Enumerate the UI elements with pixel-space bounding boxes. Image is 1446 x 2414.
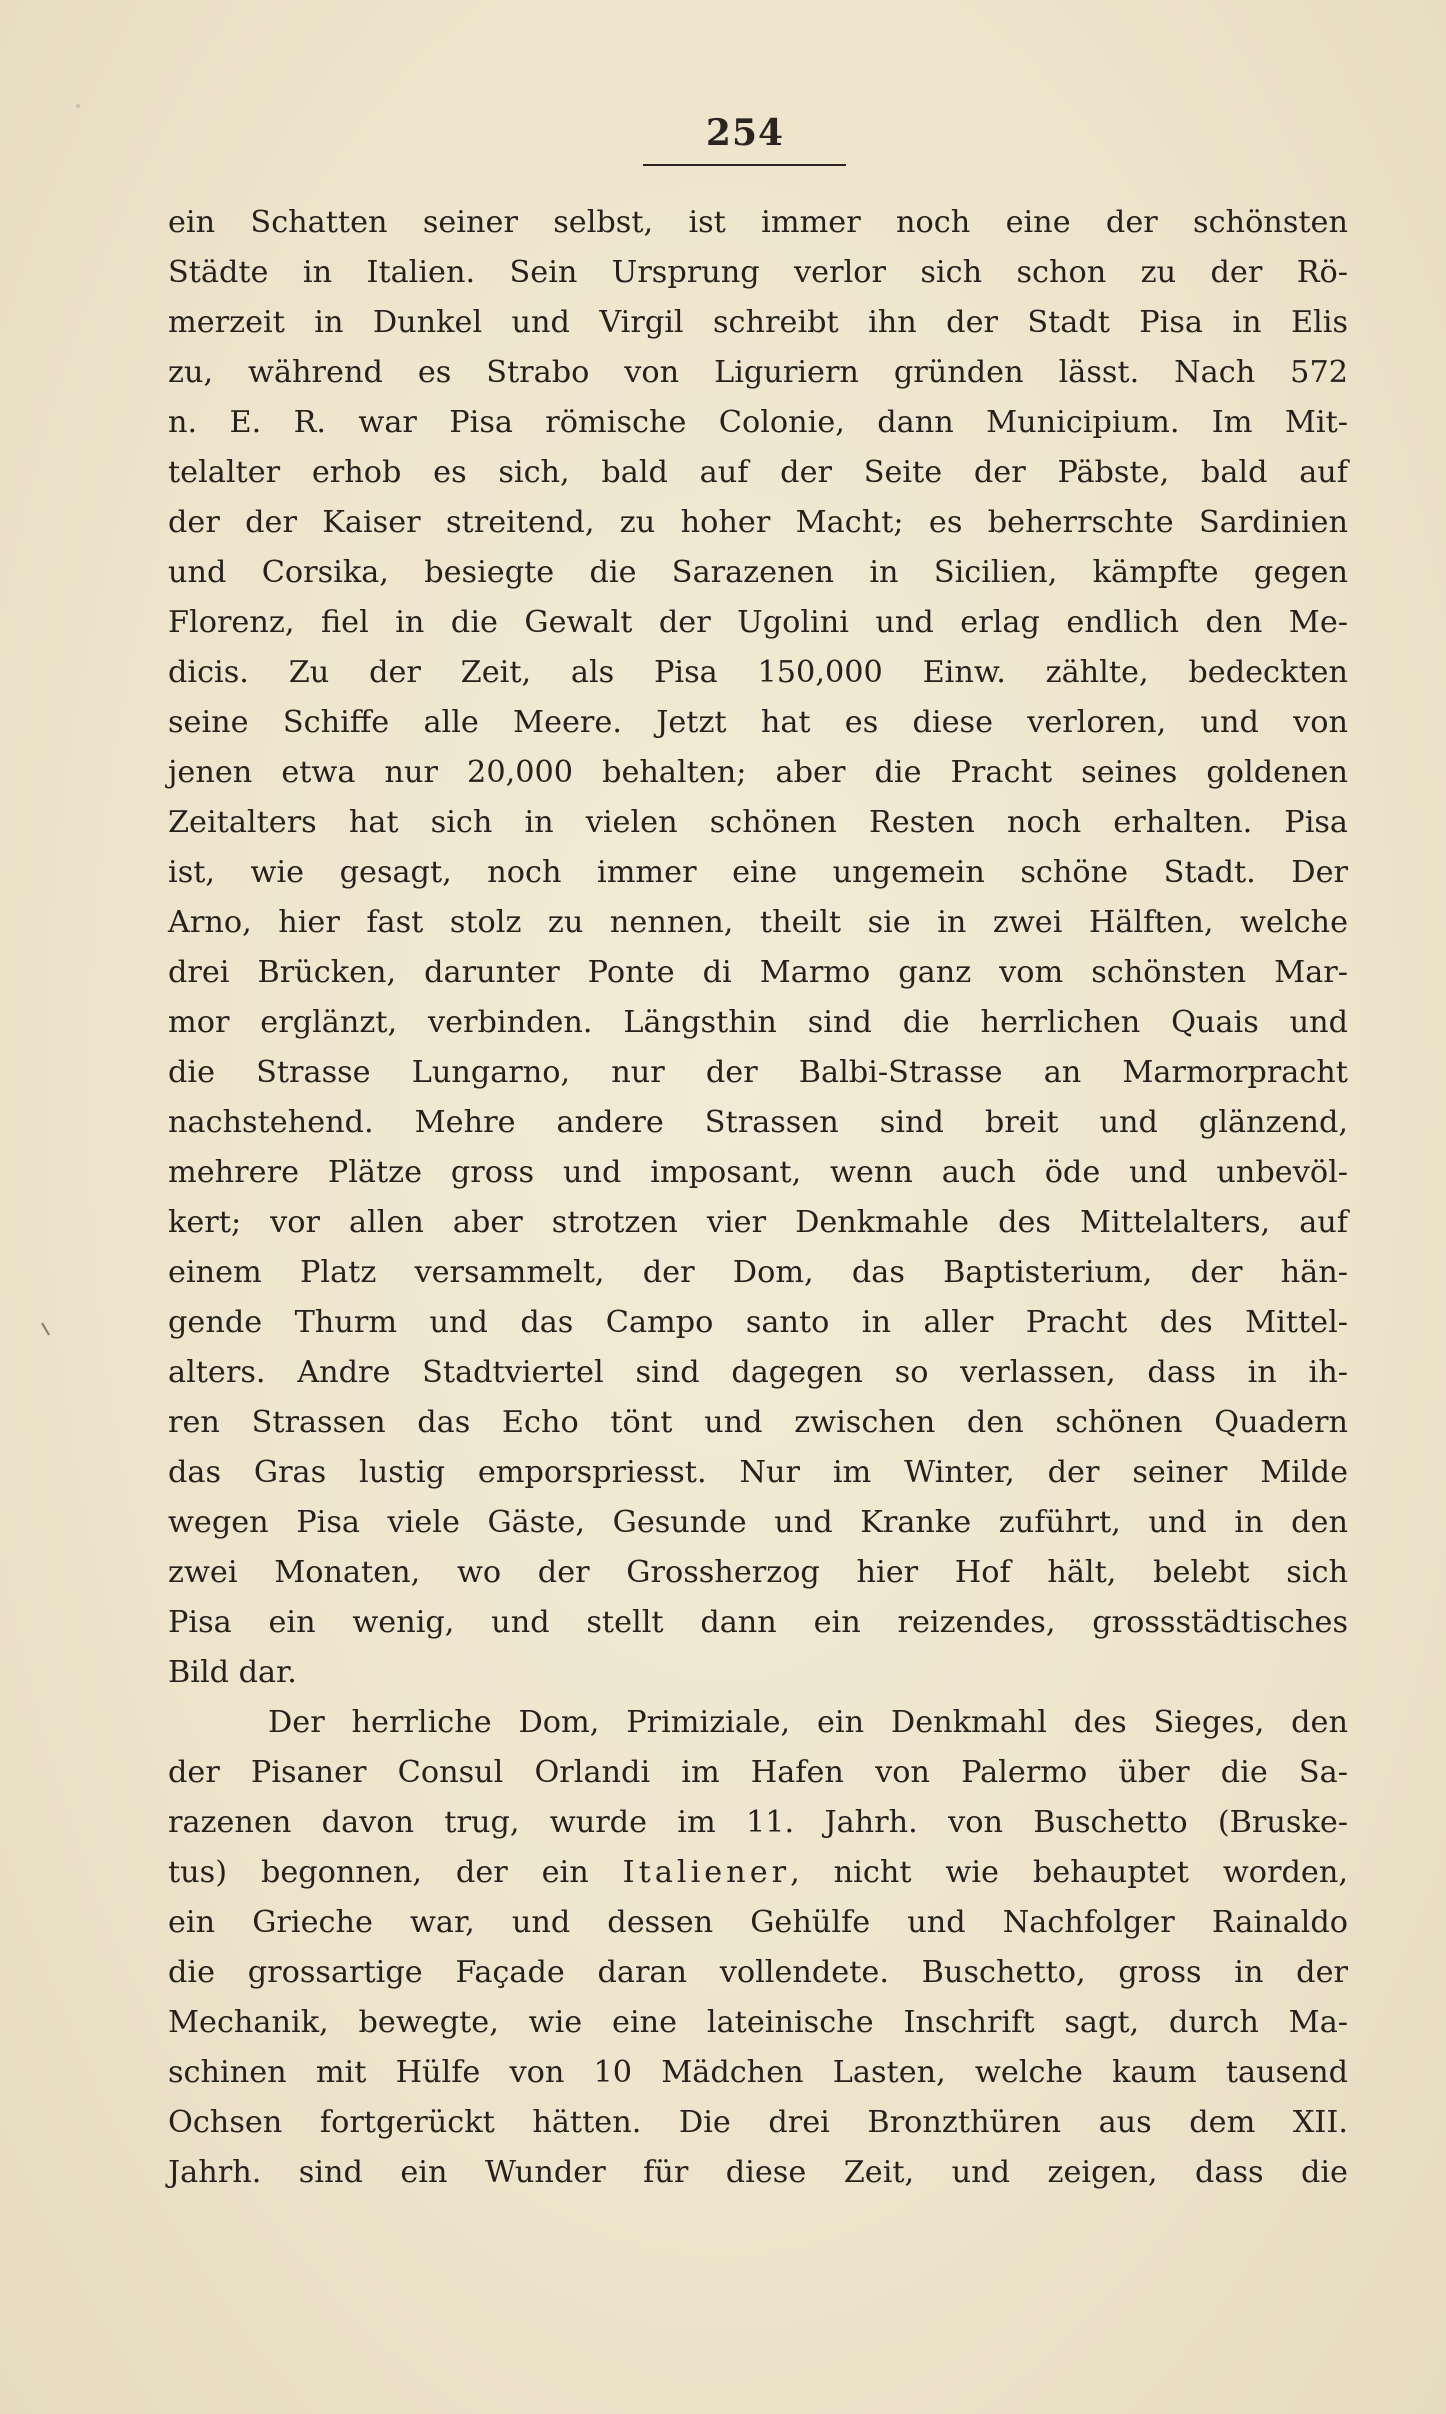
margin-mark	[41, 1318, 57, 1335]
text-line: seine Schiffe alle Meere. Jetzt hat es diese verloren, und von	[168, 705, 1348, 740]
text-line: n. E. R. war Pisa römische Colonie, dann Municipium. Im Mit-	[168, 405, 1348, 440]
text-segment: tus) begonnen, der ein	[168, 1855, 623, 1890]
text-line: schinen mit Hülfe von 10 Mädchen Lasten, welche kaum tausend	[168, 2055, 1348, 2090]
text-line: ein Schatten seiner selbst, ist immer noch eine der schönsten	[168, 205, 1348, 240]
text-line: razenen davon trug, wurde im 11. Jahrh. von Buschetto (Bruske-	[168, 1805, 1348, 1840]
text-line: Städte in Italien. Sein Ursprung verlor sich schon zu der Rö-	[168, 255, 1348, 290]
text-line: der Pisaner Consul Orlandi im Hafen von Palermo über die Sa-	[168, 1755, 1348, 1790]
text-line: und Corsika, besiegte die Sarazenen in Sicilien, kämpfte gegen	[168, 555, 1348, 590]
text-line: Florenz, fiel in die Gewalt der Ugolini und erlag endlich den Me-	[168, 605, 1348, 640]
text-line-with-spaced-word	[168, 1848, 1348, 1898]
page-number: 254	[705, 112, 785, 154]
text-line: jenen etwa nur 20,000 behalten; aber die Pracht seines goldenen	[168, 755, 1348, 790]
text-segment: , nicht wie behauptet worden,	[790, 1855, 1348, 1890]
text-line: drei Brücken, darunter Ponte di Marmo ganz vom schönsten Mar-	[168, 955, 1348, 990]
text-line: alters. Andre Stadtviertel sind dagegen so verlassen, dass in ih-	[168, 1355, 1348, 1390]
text-line: nachstehend. Mehre andere Strassen sind breit und glänzend,	[168, 1105, 1348, 1140]
text-line: das Gras lustig emporspriesst. Nur im Winter, der seiner Milde	[168, 1455, 1348, 1490]
text-line: gende Thurm und das Campo santo in aller Pracht des Mittel-	[168, 1305, 1348, 1340]
text-line: merzeit in Dunkel und Virgil schreibt ihn der Stadt Pisa in Elis	[168, 305, 1348, 340]
text-line: mor erglänzt, verbinden. Längsthin sind die herrlichen Quais und	[168, 1005, 1348, 1040]
text-line: Arno, hier fast stolz zu nennen, theilt sie in zwei Hälften, welche	[168, 905, 1348, 940]
text-line: der der Kaiser streitend, zu hoher Macht; es beherrschte Sardinien	[168, 505, 1348, 540]
text-line: Pisa ein wenig, und stellt dann ein reizendes, grossstädtisches	[168, 1605, 1348, 1640]
text-line: Ochsen fortgerückt hätten. Die drei Bronzthüren aus dem XII.	[168, 2105, 1348, 2140]
text-line: die Strasse Lungarno, nur der Balbi-Strasse an Marmorpracht	[168, 1055, 1348, 1090]
text-line: zwei Monaten, wo der Grossherzog hier Hof hält, belebt sich	[168, 1555, 1348, 1590]
text-line: telalter erhob es sich, bald auf der Seite der Päbste, bald auf	[168, 455, 1348, 490]
text-line: die grossartige Façade daran vollendete. Buschetto, gross in der	[168, 1955, 1348, 1990]
text-line: wegen Pisa viele Gäste, Gesunde und Kranke zuführt, und in den	[168, 1505, 1348, 1540]
text-line: Jahrh. sind ein Wunder für diese Zeit, und zeigen, dass die	[168, 2155, 1348, 2190]
text-line: Bild dar.	[168, 1655, 297, 1690]
text-line: Mechanik, bewegte, wie eine lateinische Inschrift sagt, durch Ma-	[168, 2005, 1348, 2040]
paper-speck	[76, 104, 80, 108]
text-line: ein Grieche war, und dessen Gehülfe und Nachfolger Rainaldo	[168, 1905, 1348, 1940]
text-line: dicis. Zu der Zeit, als Pisa 150,000 Einw. zählte, bedeckten	[168, 655, 1348, 690]
text-line: zu, während es Strabo von Liguriern gründen lässt. Nach 572	[168, 355, 1348, 390]
text-line: kert; vor allen aber strotzen vier Denkmahle des Mittelalters, auf	[168, 1205, 1348, 1240]
text-line: ren Strassen das Echo tönt und zwischen den schönen Quadern	[168, 1405, 1348, 1440]
text-line: ist, wie gesagt, noch immer eine ungemein schöne Stadt. Der	[168, 855, 1348, 890]
text-line: Der herrliche Dom, Primiziale, ein Denkmahl des Sieges, den	[268, 1705, 1348, 1740]
spaced-word: Italiener	[622, 1855, 791, 1890]
text-line: mehrere Plätze gross und imposant, wenn auch öde und unbevöl-	[168, 1155, 1348, 1190]
text-line: Zeitalters hat sich in vielen schönen Resten noch erhalten. Pisa	[168, 805, 1348, 840]
header-rule	[643, 164, 846, 166]
body-text	[168, 198, 1348, 2198]
text-line: einem Platz versammelt, der Dom, das Baptisterium, der hän-	[168, 1255, 1348, 1290]
